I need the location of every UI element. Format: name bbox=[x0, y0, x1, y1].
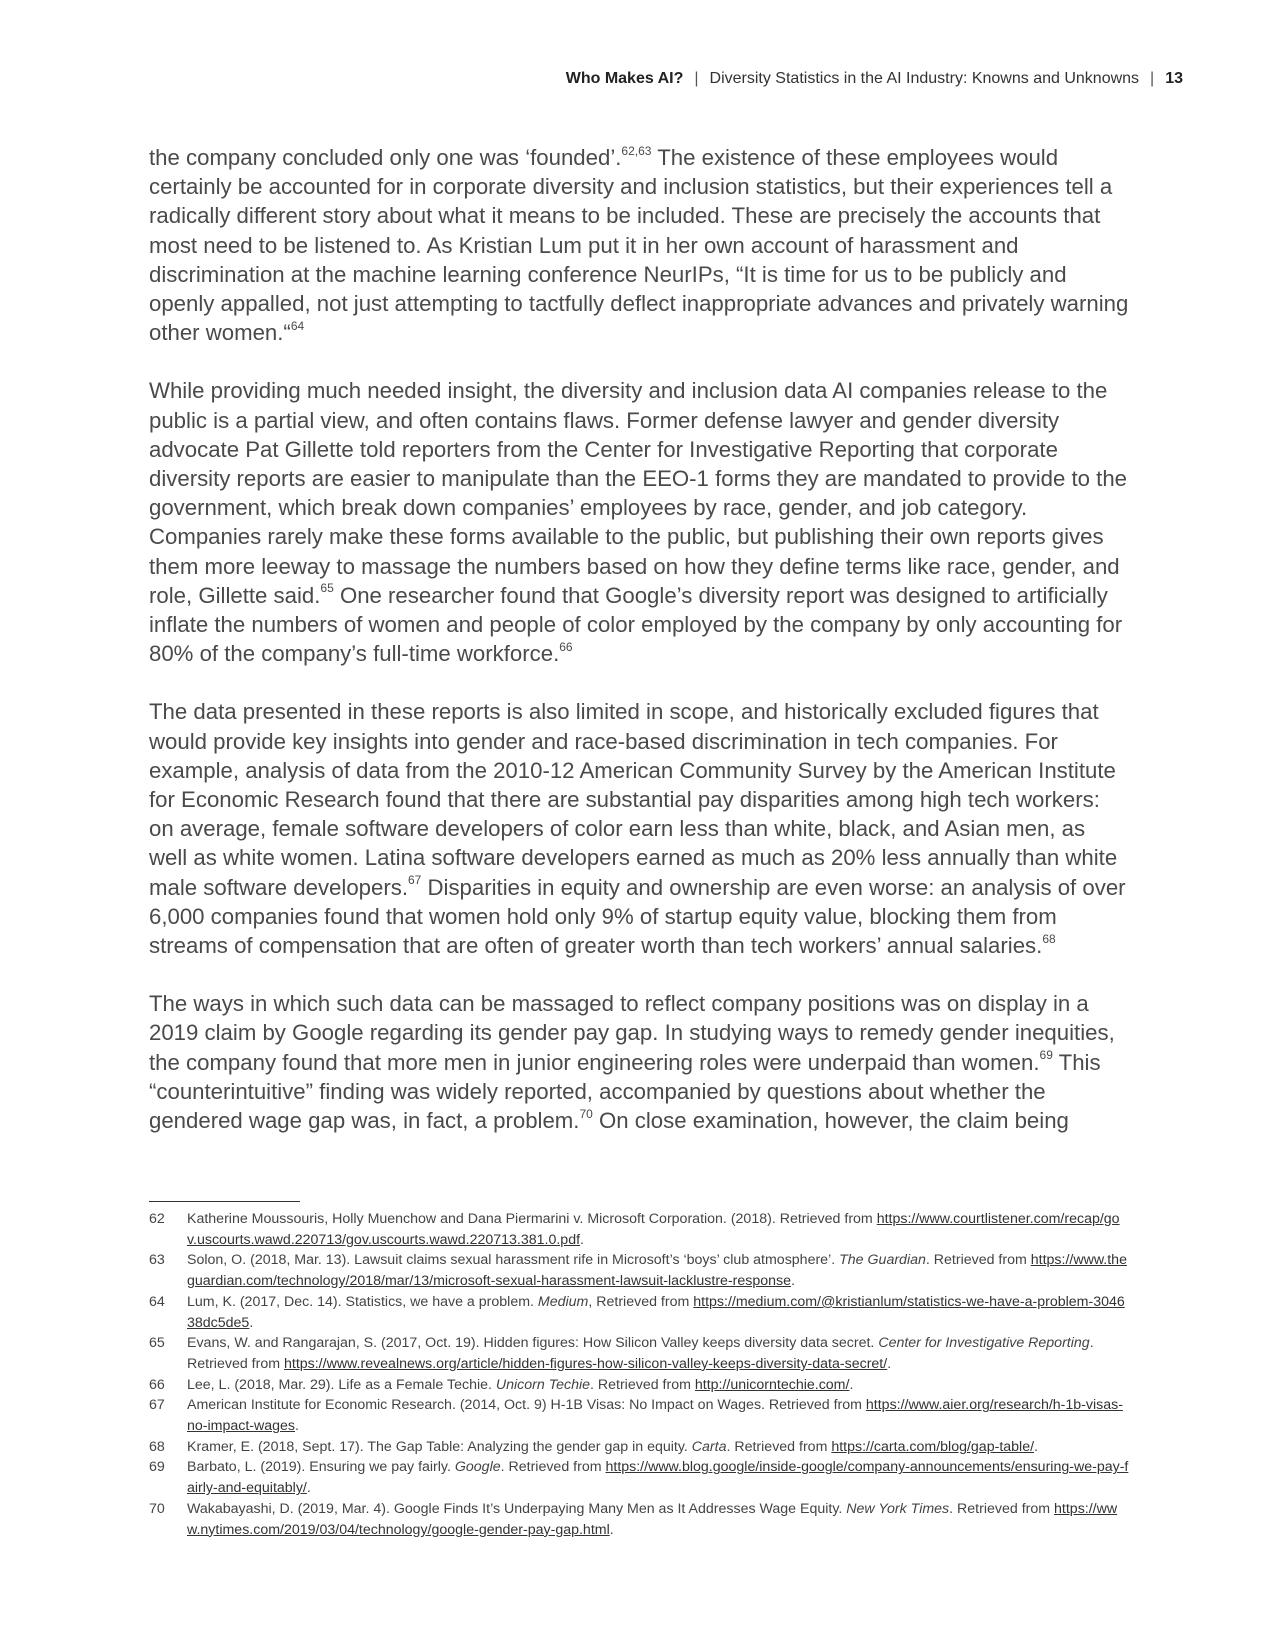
footnote-ref[interactable]: 64 bbox=[290, 318, 305, 333]
running-header bbox=[566, 70, 1183, 88]
page-number: 13 bbox=[1165, 70, 1183, 87]
paragraph-text: On close examination, however, the claim being bbox=[592, 1108, 1069, 1134]
footnote-number: 66 bbox=[149, 1376, 165, 1393]
footnote-number: 67 bbox=[149, 1397, 165, 1414]
paragraph-text: The existence of these employees would certainly be accounted for in corporate diversity and inclusion statistics, but their experiences tell a radically different story about what it means to be included. These are precisely the accounts that most need to be listened to. As Kristian Lum put it in her own account of harassment and discrimination at the machine learning conference NeurIPs, “It is time for us to be publicly and openly appalled, not just attempting to tactfully deflect inappropriate advances and privately warning other women.“ bbox=[149, 145, 1129, 346]
footnote-item bbox=[149, 1395, 1129, 1436]
paragraph-text: Disparities in equity and ownership are even worse: an analysis of over 6,000 companies found that women hold only 9% of startup equity value, blocking them from streams of compensation that are often of greater worth than tech workers’ annual salaries. bbox=[149, 874, 1126, 959]
footnote-text: Lum, K. (2017, Dec. 14). Statistics, we have a problem. Medium, Retrieved from https://medium.com/@kristianlum/statistics-we-have-a-problem-304638dc5de5. bbox=[187, 1293, 1125, 1331]
footnote-number: 62 bbox=[149, 1211, 165, 1227]
footnote-number: 64 bbox=[149, 1293, 165, 1310]
paragraph-text: the company concluded only one was ‘founded’. bbox=[149, 145, 622, 170]
footnote-link[interactable]: https://www.revealnews.org/article/hidden-figures-how-silicon-valley-keeps-diversity-data-secret/ bbox=[283, 1355, 888, 1372]
footnote-link[interactable]: http://unicorntechie.com/ bbox=[694, 1376, 850, 1393]
footnote-item bbox=[149, 1292, 1129, 1333]
paragraph-4 bbox=[149, 989, 1129, 1135]
paragraph-text: The ways in which such data can be massaged to reflect company positions was on display in a 2019 claim by Google regarding its gender pay gap. In studying ways to remedy gender inequities, the company found that more men in junior engineering roles were underpaid than women. bbox=[149, 991, 1115, 1075]
footnote-text: Solon, O. (2018, Mar. 13). Lawsuit claims sexual harassment rife in Microsoft’s ‘boys’ club atmosphere’. The Guardian. Retrieved from https://www.theguardian.com/technology/2018/mar/13/microsoft-sexual-harassment-lawsuit-lacklustre-response. bbox=[187, 1252, 1127, 1290]
footnote-link[interactable]: https://www.nytimes.com/2019/03/04/technology/google-gender-pay-gap.html bbox=[187, 1500, 1118, 1538]
footnote-ref[interactable]: 66 bbox=[559, 639, 573, 654]
paragraph-text: The data presented in these reports is also limited in scope, and historically excluded figures that would provide key insights into gender and race-based discrimination in tech companies. For example, analysis of data from the 2010-12 American Community Survey by the American Institute for Economic Research found that there are substantial pay disparities among high tech workers: on average, female software developers of color earn less than white, black, and Asian men, as well as white women. Latina software developers earned as much as 20% less annually than white male software developers. bbox=[149, 699, 1118, 900]
paragraph-3 bbox=[149, 697, 1129, 960]
header-separator: | bbox=[694, 70, 699, 87]
footnote-link[interactable]: https://www.blog.google/inside-google/company-announcements/ensuring-we-pay-fairly-and-equitably/ bbox=[187, 1459, 1129, 1497]
footnote-link[interactable]: https://www.theguardian.com/technology/2018/mar/13/microsoft-sexual-harassment-lawsuit-lacklustre-response bbox=[187, 1252, 1127, 1290]
footnote-item bbox=[149, 1457, 1129, 1498]
chapter-title: Diversity Statistics in the AI Industry: Knowns and Unknowns bbox=[709, 70, 1140, 87]
footnote-item bbox=[149, 1333, 1129, 1374]
paragraph-text: This “counterintuitive” finding was widely reported, accompanied by questions about whether the gendered wage gap was, in fact, a problem. bbox=[149, 1049, 1101, 1134]
paragraph-text: One researcher found that Google’s diversity report was designed to artificially inflate the numbers of women and people of color employed by the company by only accounting for 80% of the company’s full-time workforce. bbox=[149, 582, 1123, 667]
paragraph-text: While providing much needed insight, the diversity and inclusion data AI companies release to the public is a partial view, and often contains flaws. Former defense lawyer and gender diversity advocate Pat Gillette told reporters from the Center for Investigative Reporting that corporate diversity reports are easier to manipulate than the EEO-1 forms they are mandated to provide to the government, which break down companies’ employees by race, gender, and job category. Companies rarely make these forms available to the public, but publishing their own reports gives them more leeway to massage the numbers based on how they define terms like race, gender, and role, Gillette said. bbox=[149, 378, 1127, 608]
footnote-ref[interactable]: 70 bbox=[579, 1106, 593, 1121]
footnote-item bbox=[149, 1499, 1129, 1540]
footnote-item bbox=[149, 1437, 1129, 1458]
footnote-link[interactable]: https://medium.com/@kristianlum/statistics-we-have-a-problem-304638dc5de5 bbox=[187, 1293, 1125, 1331]
footnote-number: 68 bbox=[149, 1438, 165, 1455]
footnote-ref[interactable]: 68 bbox=[1042, 931, 1056, 946]
footnote-text: Evans, W. and Rangarajan, S. (2017, Oct. 19). Hidden figures: How Silicon Valley keeps diversity data secret. Center for Investigative Reporting. Retrieved from https://www.revealnews.org/article/hidden-figures-how-silicon-valley-keeps-diversity-data-secret/. bbox=[187, 1335, 1094, 1372]
footnote-text: Katherine Moussouris, Holly Muenchow and Dana Piermarini v. Microsoft Corporation. (2018). Retrieved from https://www.courtlistener.com/recap/gov.uscourts.wawd.220713/gov.uscourts.wawd.220713.381.0.pdf. bbox=[187, 1211, 1120, 1248]
body-text bbox=[149, 143, 1129, 1164]
footnote-ref[interactable]: 65 bbox=[320, 581, 334, 596]
footnote-ref[interactable]: 62,63 bbox=[621, 143, 652, 158]
footnote-number: 63 bbox=[149, 1252, 165, 1269]
footnote-ref[interactable]: 67 bbox=[407, 873, 422, 888]
footnote-link[interactable]: https://www.courtlistener.com/recap/gov.uscourts.wawd.220713/gov.uscourts.wawd.220713.381.0.pdf bbox=[187, 1211, 1120, 1248]
footnote-text: Lee, L. (2018, Mar. 29). Life as a Female Techie. Unicorn Techie. Retrieved from http://unicorntechie.com/. bbox=[187, 1376, 854, 1393]
footnotes bbox=[149, 1209, 1129, 1540]
paragraph-1 bbox=[149, 143, 1129, 347]
footnote-text: Wakabayashi, D. (2019, Mar. 4). Google Finds It’s Underpaying Many Men as It Addresses Wage Equity. New York Times. Retrieved from https://www.nytimes.com/2019/03/04/technology/google-gender-pay-gap.html. bbox=[187, 1500, 1118, 1538]
footnote-ref[interactable]: 69 bbox=[1039, 1048, 1053, 1063]
footnote-divider bbox=[149, 1201, 300, 1202]
footnote-link[interactable]: https://www.aier.org/research/h-1b-visas-no-impact-wages bbox=[187, 1397, 1123, 1435]
footnote-item bbox=[149, 1209, 1129, 1250]
footnote-number: 70 bbox=[149, 1500, 165, 1517]
footnote-text: Barbato, L. (2019). Ensuring we pay fairly. Google. Retrieved from https://www.blog.google/inside-google/company-announcements/ensuring-we-pay-fairly-and-equitably/. bbox=[187, 1459, 1129, 1497]
footnote-number: 69 bbox=[149, 1459, 165, 1476]
header-separator: | bbox=[1150, 70, 1155, 87]
footnote-text: American Institute for Economic Research. (2014, Oct. 9) H-1B Visas: No Impact on Wages. Retrieved from https://www.aier.org/research/h-1b-visas-no-impact-wages. bbox=[187, 1397, 1123, 1435]
footnote-item bbox=[149, 1375, 1129, 1396]
report-title: Who Makes AI? bbox=[565, 70, 684, 87]
footnote-text: Kramer, E. (2018, Sept. 17). The Gap Table: Analyzing the gender gap in equity. Carta. Retrieved from https://carta.com/blog/gap-table/. bbox=[187, 1438, 1038, 1455]
paragraph-2 bbox=[149, 376, 1129, 668]
footnote-item bbox=[149, 1250, 1129, 1291]
footnote-link[interactable]: https://carta.com/blog/gap-table/ bbox=[831, 1438, 1035, 1455]
footnote-number: 65 bbox=[149, 1335, 165, 1352]
